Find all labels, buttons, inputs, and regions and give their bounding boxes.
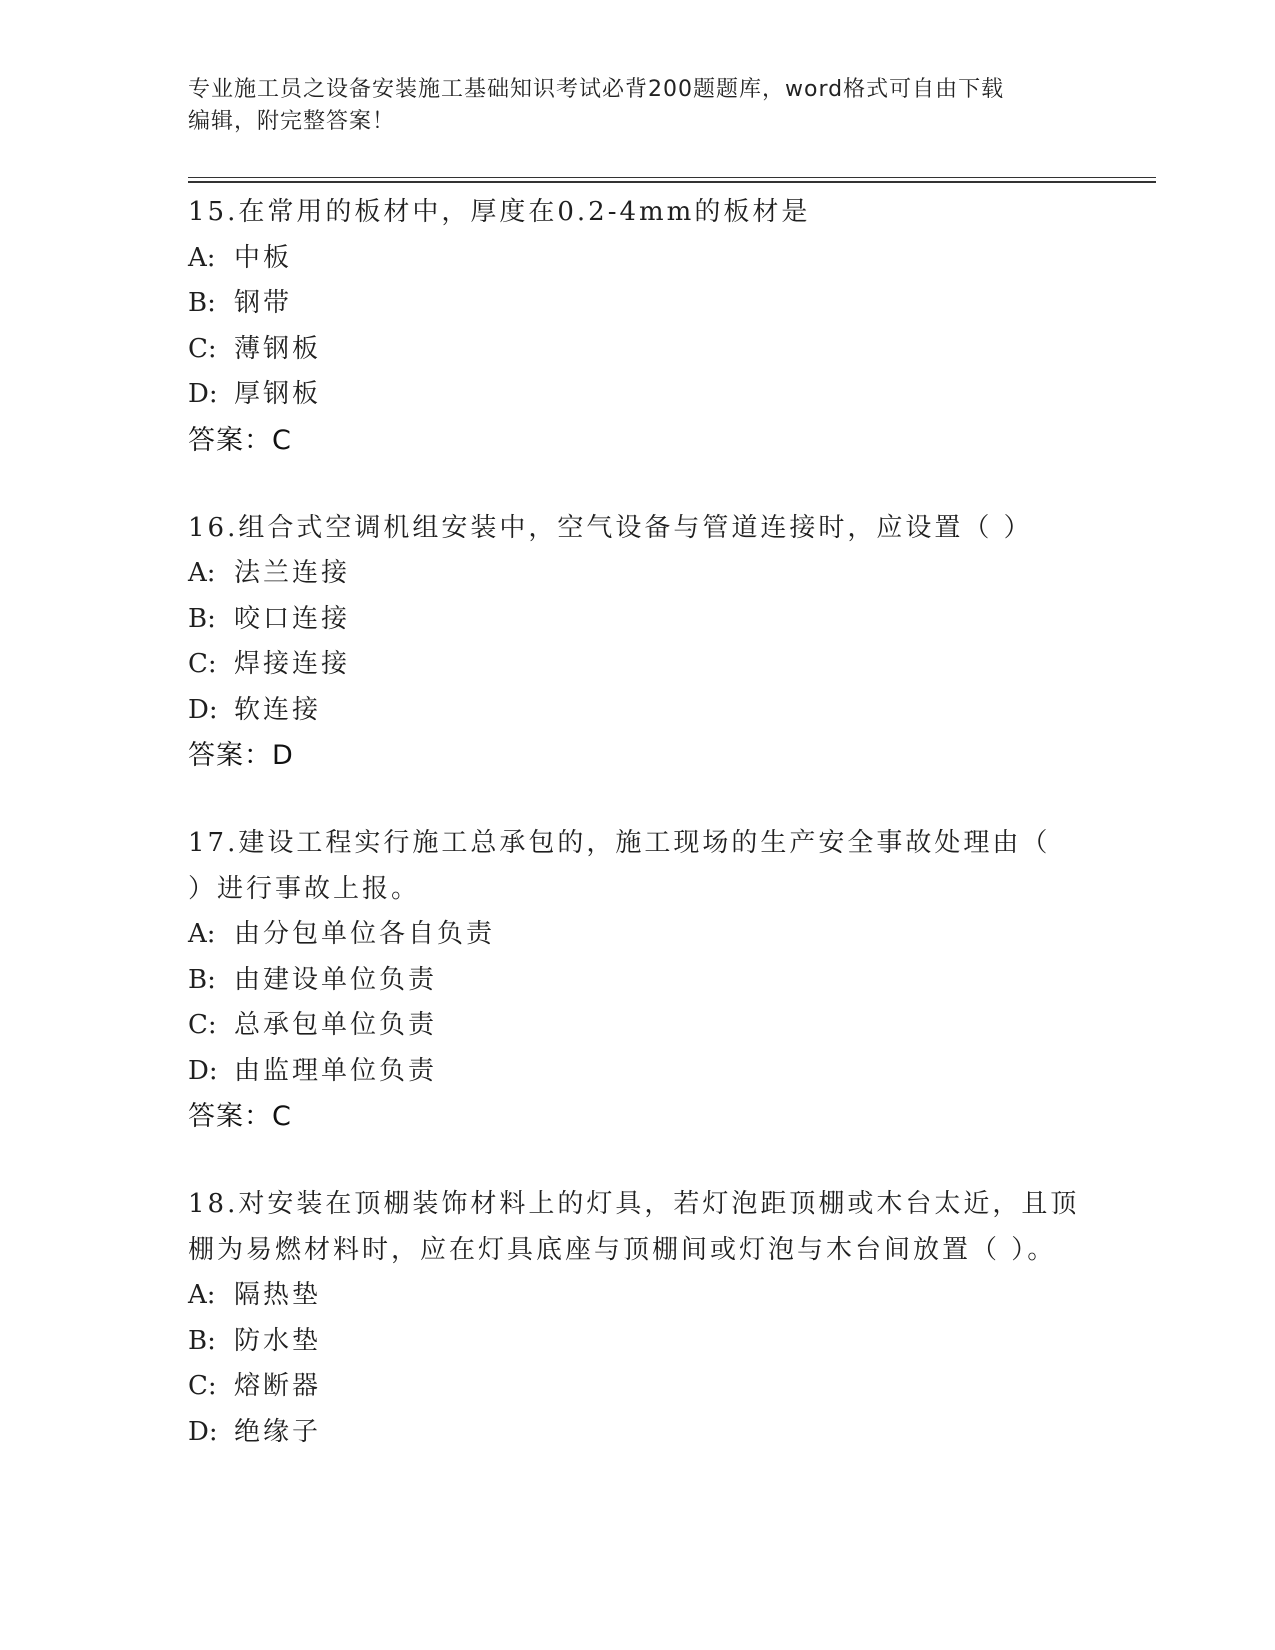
option-letter: D: bbox=[188, 694, 218, 725]
option-text: 绝缘子 bbox=[234, 1416, 322, 1447]
option-a bbox=[188, 912, 1088, 958]
option-c bbox=[188, 327, 1088, 373]
option-text: 熔断器 bbox=[234, 1371, 322, 1401]
document-header bbox=[188, 74, 1068, 138]
answer-line: 答案：D bbox=[188, 740, 294, 771]
option-b bbox=[188, 597, 1088, 643]
option-letter: C: bbox=[188, 333, 217, 364]
question-list bbox=[188, 190, 1088, 1497]
header-line-1: 专业施工员之设备安装施工基础知识考试必背200题题库，word格式可自由下载 bbox=[188, 77, 1005, 102]
option-letter: A: bbox=[188, 919, 216, 949]
option-text: 中板 bbox=[234, 242, 293, 273]
option-text: 隔热垫 bbox=[234, 1280, 322, 1310]
option-letter: B: bbox=[188, 964, 216, 995]
option-d bbox=[188, 688, 1088, 734]
option-text: 咬口连接 bbox=[234, 603, 351, 634]
option-b bbox=[188, 281, 1088, 327]
option-b bbox=[188, 1319, 1088, 1365]
option-text: 法兰连接 bbox=[234, 558, 351, 588]
option-letter: A: bbox=[188, 242, 216, 273]
option-c bbox=[188, 1003, 1088, 1049]
option-text: 由分包单位各自负责 bbox=[234, 919, 496, 949]
option-a bbox=[188, 236, 1088, 282]
option-d bbox=[188, 1049, 1088, 1095]
option-letter: B: bbox=[188, 1325, 216, 1356]
option-text: 总承包单位负责 bbox=[234, 1010, 438, 1040]
question-18 bbox=[188, 1182, 1088, 1455]
question-text: 16.组合式空调机组安装中，空气设备与管道连接时，应设置（ ） bbox=[188, 512, 1033, 543]
header-line-2: 编辑，附完整答案！ bbox=[188, 109, 396, 134]
question-17 bbox=[188, 821, 1088, 1140]
header-divider-thick bbox=[188, 181, 1156, 183]
option-text: 由建设单位负责 bbox=[234, 964, 438, 995]
question-text-continued: ）进行事故上报。 bbox=[188, 873, 421, 904]
option-b bbox=[188, 958, 1088, 1004]
option-letter: D: bbox=[188, 1055, 218, 1086]
option-letter: D: bbox=[188, 1416, 218, 1447]
option-c bbox=[188, 642, 1088, 688]
question-16 bbox=[188, 506, 1088, 780]
option-a bbox=[188, 1273, 1088, 1319]
option-letter: C: bbox=[188, 649, 217, 679]
option-letter: C: bbox=[188, 1371, 217, 1401]
answer-line: 答案：C bbox=[188, 1101, 292, 1132]
option-d bbox=[188, 1410, 1088, 1456]
option-text: 由监理单位负责 bbox=[234, 1055, 438, 1086]
option-letter: B: bbox=[188, 603, 216, 634]
option-text: 厚钢板 bbox=[234, 379, 322, 409]
question-text-continued: 棚为易燃材料时，应在灯具底座与顶棚间或灯泡与木台间放置（ ）。 bbox=[188, 1234, 1057, 1265]
option-letter: B: bbox=[188, 288, 216, 318]
option-a bbox=[188, 551, 1088, 597]
option-text: 软连接 bbox=[234, 694, 322, 725]
option-letter: A: bbox=[188, 1280, 216, 1310]
option-d bbox=[188, 372, 1088, 418]
option-letter: A: bbox=[188, 558, 216, 588]
question-text: 18.对安装在顶棚装饰材料上的灯具，若灯泡距顶棚或木台太近，且顶 bbox=[188, 1189, 1080, 1219]
option-letter: D: bbox=[188, 379, 218, 409]
question-text: 15.在常用的板材中，厚度在0.2-4mm的板材是 bbox=[188, 197, 811, 227]
question-text: 17.建设工程实行施工总承包的，施工现场的生产安全事故处理由（ bbox=[188, 828, 1051, 858]
question-15 bbox=[188, 190, 1088, 464]
option-text: 焊接连接 bbox=[234, 649, 351, 679]
option-letter: C: bbox=[188, 1010, 217, 1040]
header-divider-thin bbox=[188, 177, 1156, 178]
option-text: 钢带 bbox=[234, 288, 293, 318]
option-text: 防水垫 bbox=[234, 1325, 322, 1356]
option-text: 薄钢板 bbox=[234, 333, 322, 364]
option-c bbox=[188, 1364, 1088, 1410]
answer-line: 答案：C bbox=[188, 424, 292, 456]
